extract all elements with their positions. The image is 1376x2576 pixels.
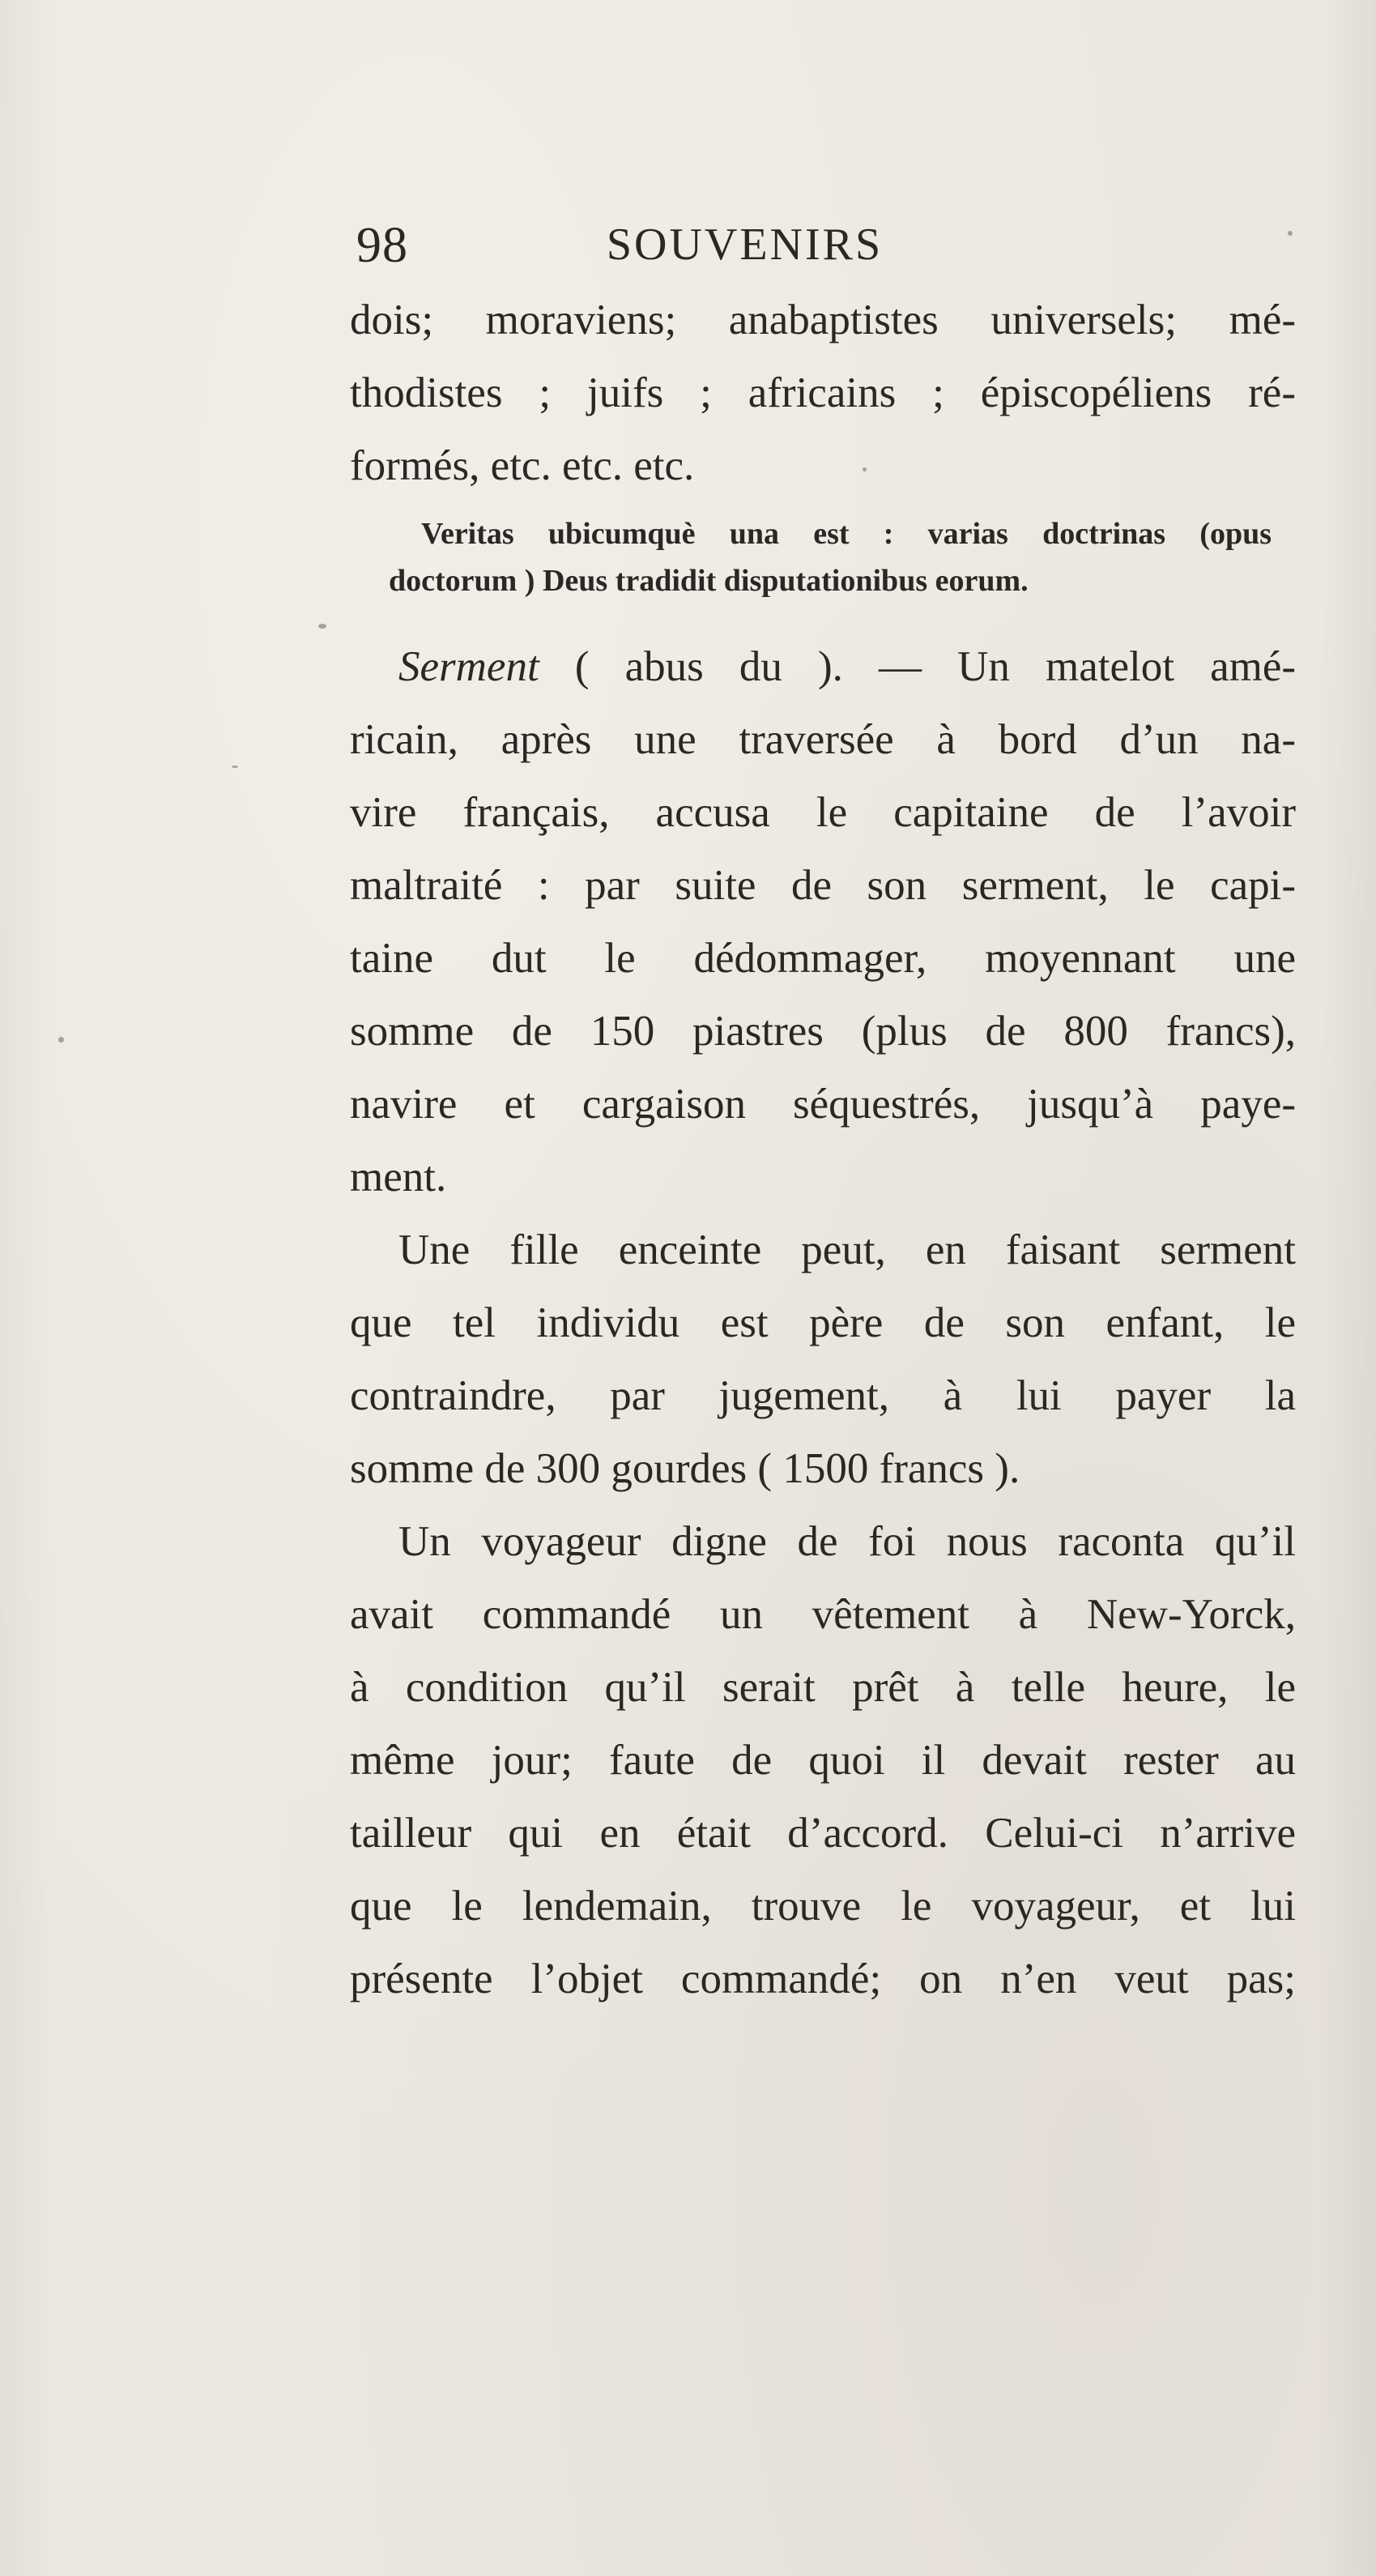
text-line: ment. [350, 1154, 447, 1201]
text-line: même jour; faute de quoi il devait rester au [350, 1737, 1296, 1784]
text-line: formés, etc. etc. etc. [350, 442, 695, 489]
ink-speck [58, 1037, 64, 1043]
text-line: somme de 300 gourdes ( 1500 francs ). [350, 1445, 1020, 1492]
quote-line: doctorum ) Deus tradidit disputationibus eorum. [389, 564, 1029, 598]
text-line [350, 630, 1296, 703]
text-line: maltraité : par suite de son serment, le capi- [350, 862, 1296, 909]
text-line: avait commandé un vêtement à New-Yorck, [350, 1591, 1296, 1638]
entry-term: Serment [398, 643, 539, 690]
text-line: contraindre, par jugement, à lui payer la [350, 1372, 1296, 1419]
ink-speck [318, 624, 326, 629]
text-line: somme de 150 piastres (plus de 800 francs), [350, 1008, 1296, 1055]
text-line: Une fille enceinte peut, en faisant serment [398, 1226, 1296, 1273]
ink-speck [232, 766, 238, 768]
text-line: ricain, après une traversée à bord d’un na- [350, 716, 1296, 763]
quote-line: Veritas ubicumquè una est : varias doctrinas (opus [421, 517, 1272, 551]
text-line: présente l’objet commandé; on n’en veut pas; [350, 1955, 1296, 2002]
text-line: à condition qu’il serait prêt à telle heure, le [350, 1664, 1296, 1711]
text-line: navire et cargaison séquestrés, jusqu’à paye- [350, 1081, 1296, 1128]
text-line: tailleur qui en était d’accord. Celui-ci n’arrive [350, 1810, 1296, 1857]
entry-first-line: ( abus du ). — Un matelot amé- [574, 643, 1297, 690]
paragraphs-block [350, 630, 1296, 2015]
text-line: thodistes ; juifs ; africains ; épiscopéliens ré- [350, 369, 1296, 416]
latin-quotation [389, 510, 1272, 604]
page-number: 98 [356, 218, 408, 273]
text-line: dois; moraviens; anabaptistes universels; mé- [350, 296, 1296, 343]
text-line: taine dut le dédommager, moyennant une [350, 935, 1296, 982]
continuation-paragraph [350, 284, 1296, 502]
text-line: Un voyageur digne de foi nous raconta qu’il [398, 1518, 1296, 1565]
text-line: vire français, accusa le capitaine de l’avoir [350, 789, 1296, 836]
text-line: que le lendemain, trouve le voyageur, et lui [350, 1883, 1296, 1930]
text-line: que tel individu est père de son enfant, le [350, 1299, 1296, 1346]
running-title: SOUVENIRS [606, 220, 884, 270]
